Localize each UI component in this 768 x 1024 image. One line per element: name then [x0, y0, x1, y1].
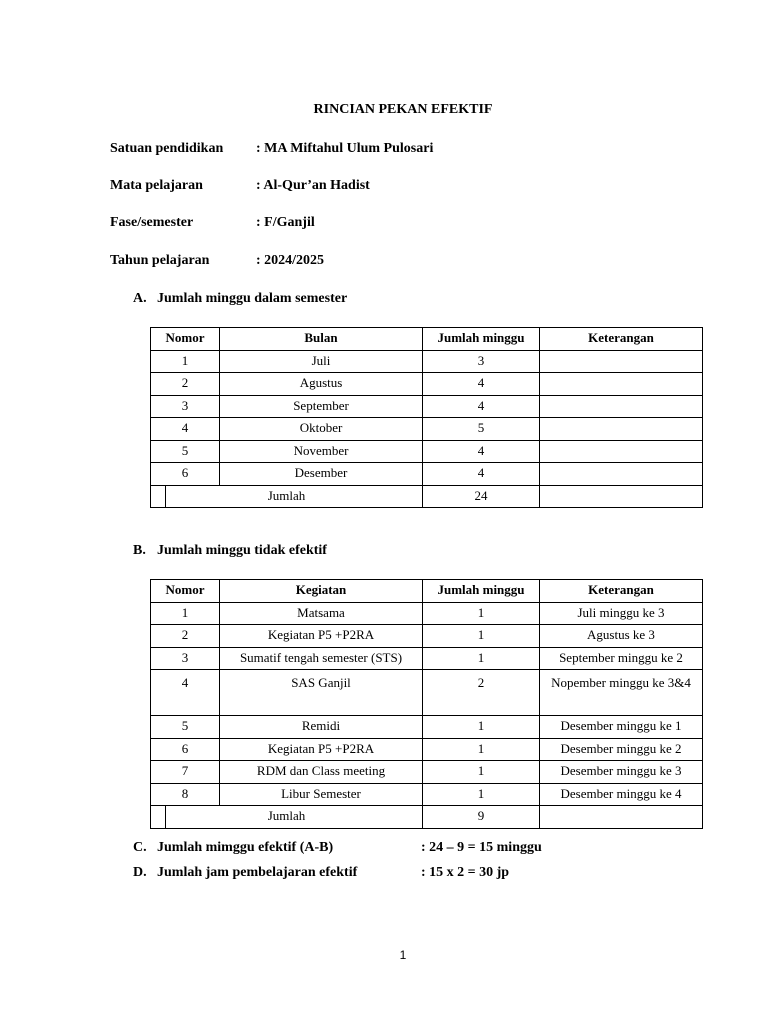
- info-label: Fase/semester: [110, 215, 194, 230]
- cell-keterangan: [540, 806, 703, 829]
- info-mata-pelajaran: [110, 178, 370, 194]
- cell-jumlah: 4: [423, 463, 540, 486]
- section-d-summary: [133, 865, 509, 881]
- cell-nomor: 3: [151, 395, 220, 418]
- section-letter: D.: [133, 865, 147, 880]
- table-minggu-semester: [150, 327, 703, 508]
- cell-jumlah: 4: [423, 395, 540, 418]
- table-row: [151, 625, 703, 648]
- table-header-row: [151, 328, 703, 351]
- column-header: Bulan: [220, 328, 423, 351]
- cell-keterangan: Desember minggu ke 1: [540, 716, 703, 739]
- cell-nomor: 8: [151, 783, 220, 806]
- column-header: Nomor: [151, 328, 220, 351]
- table-row: [151, 761, 703, 784]
- cell-bulan: Oktober: [220, 418, 423, 441]
- cell-jumlah: 4: [423, 373, 540, 396]
- table-row: [151, 463, 703, 486]
- cell-kegiatan: Matsama: [220, 602, 423, 625]
- cell-kegiatan: SAS Ganjil: [220, 670, 423, 716]
- total-label: Jumlah: [267, 808, 306, 823]
- info-satuan-pendidikan: [110, 141, 433, 157]
- column-header: Kegiatan: [220, 580, 423, 603]
- cell-bulan: September: [220, 395, 423, 418]
- cell-keterangan: Agustus ke 3: [540, 625, 703, 648]
- info-value: : MA Miftahul Ulum Pulosari: [256, 141, 434, 156]
- info-value: : F/Ganjil: [256, 215, 315, 230]
- cell-jumlah: 1: [423, 625, 540, 648]
- cell-jumlah: 5: [423, 418, 540, 441]
- info-value: : Al-Qur’an Hadist: [256, 178, 370, 193]
- cell-nomor: 3: [151, 647, 220, 670]
- cell-keterangan: [540, 485, 703, 508]
- cell-kegiatan: Libur Semester: [220, 783, 423, 806]
- divider: [165, 806, 166, 828]
- cell-jumlah: 1: [423, 761, 540, 784]
- section-letter: C.: [133, 840, 147, 855]
- cell-keterangan: Desember minggu ke 2: [540, 738, 703, 761]
- table-minggu-tidak-efektif: [150, 579, 703, 829]
- section-letter: A.: [133, 291, 147, 306]
- cell-keterangan: [540, 463, 703, 486]
- cell-keterangan: Desember minggu ke 3: [540, 761, 703, 784]
- cell-nomor: 5: [151, 716, 220, 739]
- cell-keterangan: Desember minggu ke 4: [540, 783, 703, 806]
- cell-jumlah: 3: [423, 350, 540, 373]
- cell-nomor: 2: [151, 625, 220, 648]
- cell-nomor: 1: [151, 350, 220, 373]
- cell-nomor: 4: [151, 670, 220, 716]
- summary-label: Jumlah mimggu efektif (A-B): [157, 840, 334, 855]
- cell-nomor: 4: [151, 418, 220, 441]
- cell-jumlah: 4: [423, 440, 540, 463]
- cell-keterangan: September minggu ke 2: [540, 647, 703, 670]
- cell-keterangan: [540, 440, 703, 463]
- cell-keterangan: Juli minggu ke 3: [540, 602, 703, 625]
- cell-nomor: 6: [151, 738, 220, 761]
- total-label-cell: [151, 485, 423, 508]
- cell-kegiatan: Remidi: [220, 716, 423, 739]
- table-row: [151, 716, 703, 739]
- cell-kegiatan: Kegiatan P5 +P2RA: [220, 625, 423, 648]
- cell-bulan: November: [220, 440, 423, 463]
- column-header: Keterangan: [540, 328, 703, 351]
- column-header: Nomor: [151, 580, 220, 603]
- section-letter: B.: [133, 543, 146, 558]
- summary-value: : 15 x 2 = 30 jp: [421, 865, 510, 880]
- table-row: [151, 395, 703, 418]
- column-header: Jumlah minggu: [423, 580, 540, 603]
- total-value: 9: [423, 806, 540, 829]
- cell-keterangan: [540, 395, 703, 418]
- divider: [165, 486, 166, 508]
- cell-jumlah: 1: [423, 716, 540, 739]
- page-number: 1: [399, 948, 407, 962]
- info-label: Satuan pendidikan: [110, 141, 224, 156]
- table-row: [151, 418, 703, 441]
- summary-value: : 24 – 9 = 15 minggu: [421, 840, 542, 855]
- table-row: [151, 440, 703, 463]
- info-tahun-pelajaran: [110, 253, 324, 269]
- section-title: Jumlah minggu tidak efektif: [157, 543, 327, 558]
- info-label: Mata pelajaran: [110, 178, 203, 193]
- cell-jumlah: 1: [423, 783, 540, 806]
- cell-bulan: Desember: [220, 463, 423, 486]
- table-row: [151, 602, 703, 625]
- cell-keterangan: Nopember minggu ke 3&4: [540, 670, 703, 716]
- cell-bulan: Juli: [220, 350, 423, 373]
- cell-nomor: 7: [151, 761, 220, 784]
- cell-keterangan: [540, 350, 703, 373]
- table-header-row: [151, 580, 703, 603]
- table-row: [151, 373, 703, 396]
- table-row: [151, 783, 703, 806]
- table-total-row: [151, 485, 703, 508]
- info-label: Tahun pelajaran: [110, 253, 210, 268]
- section-b-heading: [133, 543, 327, 559]
- section-c-summary: [133, 840, 542, 856]
- cell-kegiatan: Sumatif tengah semester (STS): [220, 647, 423, 670]
- cell-jumlah: 1: [423, 647, 540, 670]
- cell-kegiatan: Kegiatan P5 +P2RA: [220, 738, 423, 761]
- cell-nomor: 5: [151, 440, 220, 463]
- cell-nomor: 2: [151, 373, 220, 396]
- section-title: Jumlah minggu dalam semester: [157, 291, 348, 306]
- total-value: 24: [423, 485, 540, 508]
- cell-keterangan: [540, 418, 703, 441]
- column-header: Jumlah minggu: [423, 328, 540, 351]
- table-total-row: [151, 806, 703, 829]
- cell-nomor: 6: [151, 463, 220, 486]
- cell-jumlah: 1: [423, 738, 540, 761]
- cell-jumlah: 1: [423, 602, 540, 625]
- cell-keterangan: [540, 373, 703, 396]
- cell-bulan: Agustus: [220, 373, 423, 396]
- summary-label: Jumlah jam pembelajaran efektif: [157, 865, 358, 880]
- table-row: [151, 738, 703, 761]
- total-label-cell: [151, 806, 423, 829]
- cell-jumlah: 2: [423, 670, 540, 716]
- table-row: [151, 350, 703, 373]
- info-fase-semester: [110, 215, 315, 231]
- total-label: Jumlah: [267, 487, 306, 503]
- page-title: RINCIAN PEKAN EFEKTIF: [313, 102, 493, 117]
- section-a-heading: [133, 291, 347, 307]
- table-row: [151, 670, 703, 716]
- info-value: : 2024/2025: [256, 253, 325, 268]
- column-header: Keterangan: [540, 580, 703, 603]
- table-row: [151, 647, 703, 670]
- cell-nomor: 1: [151, 602, 220, 625]
- cell-kegiatan: RDM dan Class meeting: [220, 761, 423, 784]
